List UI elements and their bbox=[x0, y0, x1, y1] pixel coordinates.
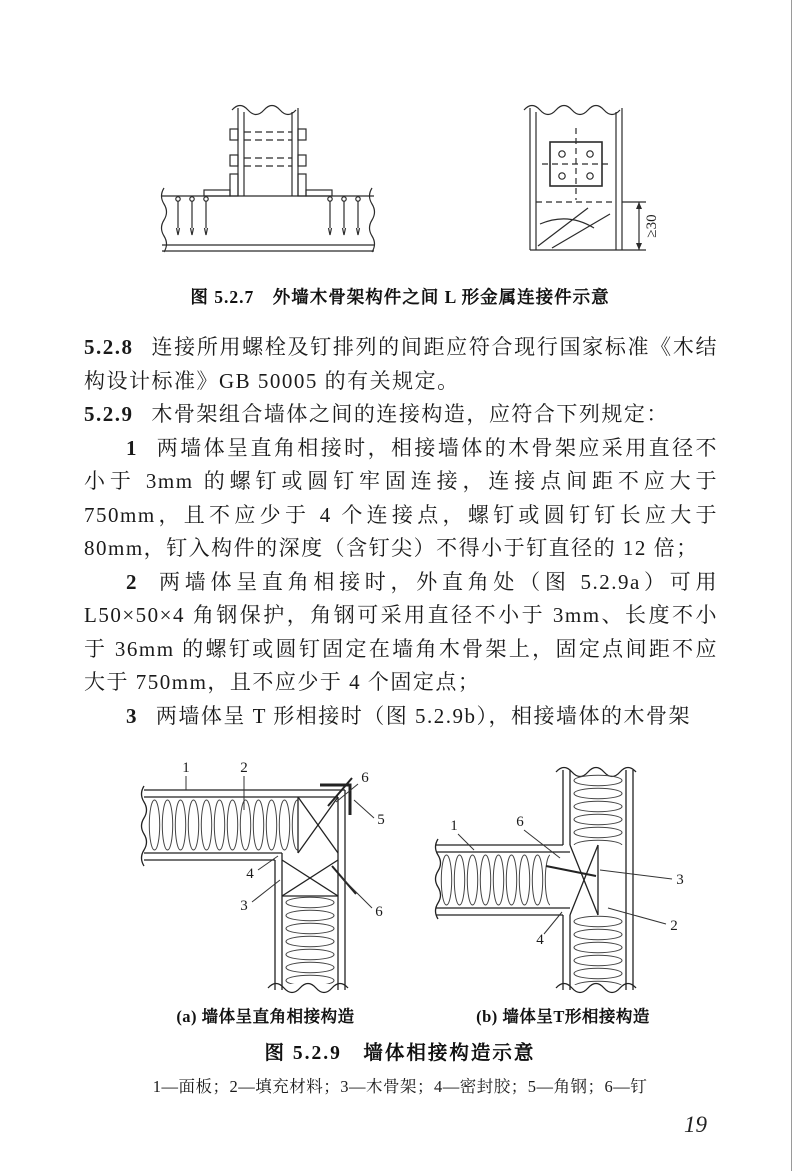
callout-6: 6 bbox=[516, 814, 524, 830]
insulation-vertical-lower bbox=[570, 915, 626, 985]
insulation-vertical-upper bbox=[570, 774, 626, 845]
callout-3: 3 bbox=[676, 872, 684, 888]
callout-4: 4 bbox=[246, 866, 254, 882]
callout-5: 5 bbox=[377, 812, 385, 828]
paragraph-528 bbox=[84, 331, 718, 398]
callout-2: 2 bbox=[240, 760, 248, 776]
paragraph-item-2 bbox=[84, 566, 718, 700]
callout-6-top: 6 bbox=[361, 770, 369, 786]
dimension-label: ≥30 bbox=[644, 214, 660, 238]
figure-529b-label: (b) 墙体呈T形相接构造 bbox=[476, 1007, 650, 1026]
page-number: 19 bbox=[684, 1112, 707, 1137]
break-line-top bbox=[232, 106, 296, 115]
figure-527-left-drawing bbox=[148, 96, 388, 268]
break-line-right bbox=[370, 188, 375, 252]
paragraph-item-1 bbox=[84, 432, 718, 566]
break-line-left bbox=[436, 839, 441, 919]
item-body-2: 两墙体呈直角相接时，外直角处（图 5.2.9a）可用 L50×50×4 角钢保护，角钢可采用直径不小于 3mm、长度不小于 36mm 的螺钉或圆钉固定在墙角木骨架上，固定点间距不应大于 750mm，且不应少于 4 个固定点； bbox=[84, 569, 718, 694]
l-bracket-right bbox=[298, 174, 332, 196]
clause-text bbox=[84, 331, 718, 733]
l-bracket-left bbox=[204, 174, 238, 196]
dimension-30 bbox=[622, 202, 646, 250]
scan-edge-line bbox=[791, 0, 792, 1171]
clause-number-529: 5.2.9 bbox=[84, 402, 134, 426]
center-lines bbox=[536, 128, 616, 202]
insulation-horizontal bbox=[440, 852, 550, 908]
break-line-left bbox=[162, 188, 167, 252]
break-line-bottom bbox=[268, 984, 348, 993]
figure-529-caption: 图 5.2.9 墙体相接构造示意 bbox=[264, 1043, 536, 1064]
callout-1: 1 bbox=[182, 760, 190, 776]
junction-stud bbox=[570, 845, 598, 915]
figure-529a-label: (a) 墙体呈直角相接构造 bbox=[176, 1007, 355, 1026]
post-outline bbox=[524, 106, 622, 251]
item-body-1: 两墙体呈直角相接时，相接墙体的木骨架应采用直径不小于 3mm 的螺钉或圆钉牢固连接，连接点间距不应大于 750mm，且不应少于 4 个连接点，螺钉或圆钉钉长应大于 80mm，钉入构件的深度（含钉尖）不得小于钉直径的 12 倍； bbox=[84, 435, 718, 560]
insulation-vertical bbox=[282, 896, 338, 984]
break-line-left bbox=[142, 786, 147, 866]
clause-number-528: 5.2.8 bbox=[84, 335, 134, 359]
wood-grain bbox=[538, 208, 610, 248]
callout-1: 1 bbox=[450, 818, 458, 834]
bolt-heads bbox=[230, 129, 306, 166]
insulation-horizontal bbox=[148, 797, 298, 853]
paragraph-529 bbox=[84, 398, 718, 432]
nails bbox=[176, 197, 360, 235]
hidden-bolt-lines bbox=[244, 132, 292, 166]
callout-4: 4 bbox=[536, 932, 544, 948]
clause-body-529: 木骨架组合墙体之间的连接构造，应符合下列规定： bbox=[151, 402, 669, 426]
post bbox=[232, 106, 298, 197]
callout-6-bottom: 6 bbox=[375, 904, 383, 920]
item-number-1: 1 bbox=[126, 435, 138, 460]
figure-529b-drawing bbox=[428, 758, 698, 1008]
figure-529a-drawing bbox=[128, 758, 403, 1008]
item-number-2: 2 bbox=[126, 569, 138, 594]
break-line-top bbox=[524, 106, 620, 115]
paragraph-item-3 bbox=[84, 700, 718, 734]
item-number-3: 3 bbox=[126, 703, 138, 728]
figure-527-caption: 图 5.2.7 外墙木骨架构件之间 L 形金属连接件示意 bbox=[190, 287, 610, 307]
figure-527-right-drawing bbox=[498, 96, 663, 268]
callout-2: 2 bbox=[670, 918, 678, 934]
figure-529-legend: 1—面板；2—填充材料；3—木骨架；4—密封胶；5—角钢；6—钉 bbox=[152, 1077, 648, 1096]
item-body-3: 两墙体呈 T 形相接时（图 5.2.9b），相接墙体的木骨架 bbox=[155, 703, 692, 728]
callout-3: 3 bbox=[240, 898, 248, 914]
clause-body-528: 连接所用螺栓及钉排列的间距应符合现行国家标准《木结构设计标准》GB 50005 的有关规定。 bbox=[84, 335, 718, 393]
